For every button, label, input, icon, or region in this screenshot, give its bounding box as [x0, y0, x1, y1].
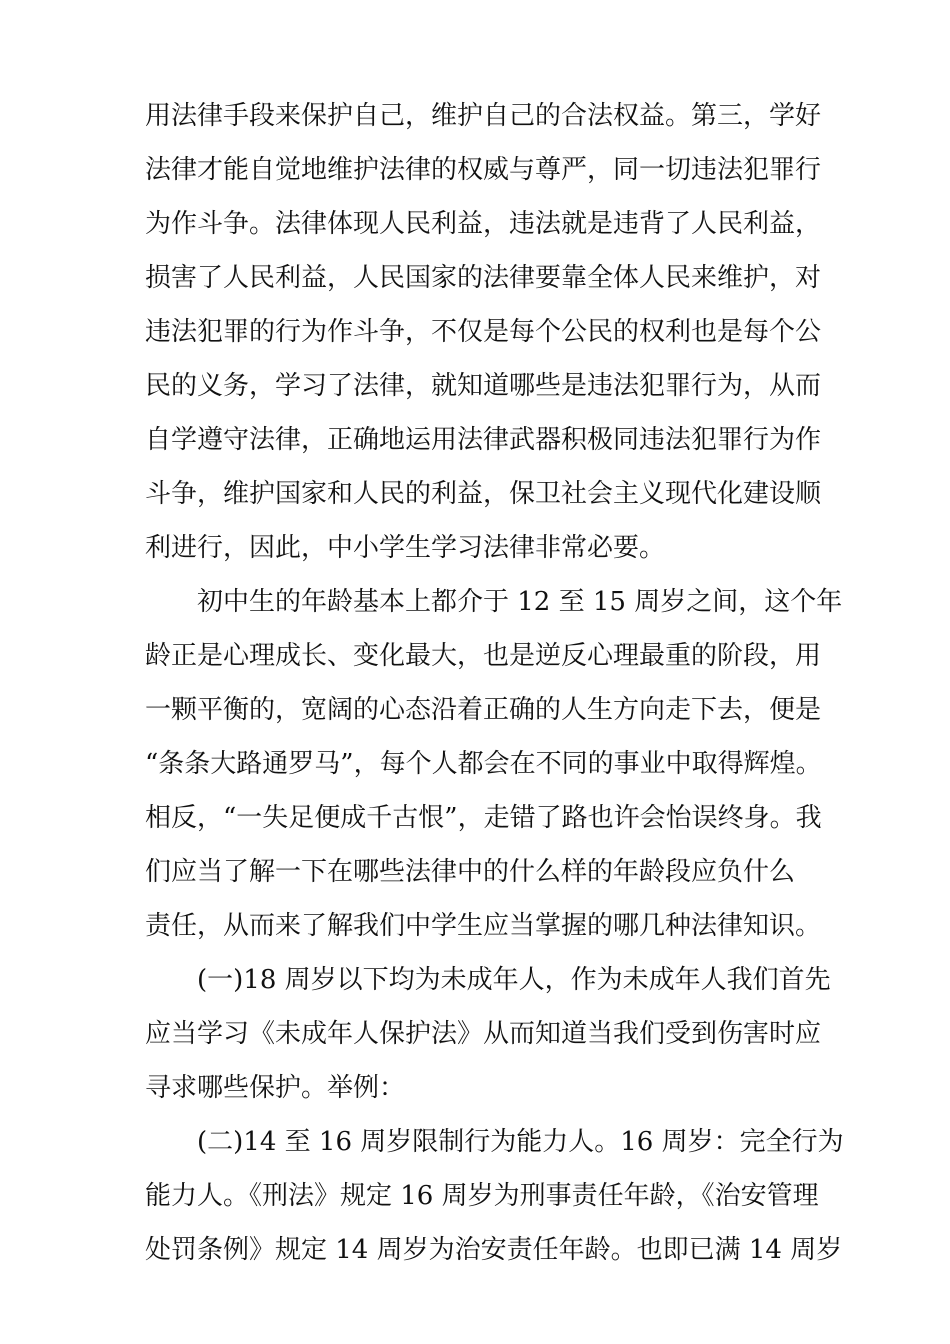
text-line: 责任，从而来了解我们中学生应当掌握的哪几种法律知识。	[145, 911, 822, 941]
text-line: 违法犯罪的行为作斗争，不仅是每个公民的权利也是每个公	[145, 317, 822, 347]
text-line: 利进行，因此，中小学生学习法律非常必要。	[145, 533, 666, 563]
text-line: 一颗平衡的，宽阔的心态沿着正确的人生方向走下去，便是	[145, 695, 822, 725]
text-line: (一)18 周岁以下均为未成年人，作为未成年人我们首先	[197, 965, 831, 995]
text-line: “条条大路通罗马”，每个人都会在不同的事业中取得辉煌。	[145, 749, 822, 779]
text-line: 法律才能自觉地维护法律的权威与尊严，同一切违法犯罪行	[145, 155, 822, 185]
text-line: 应当学习《未成年人保护法》从而知道当我们受到伤害时应	[145, 1019, 822, 1049]
text-line: 为作斗争。法律体现人民利益，违法就是违背了人民利益，	[145, 209, 822, 239]
text-line: 民的义务，学习了法律，就知道哪些是违法犯罪行为，从而	[145, 371, 822, 401]
text-line: (二)14 至 16 周岁限制行为能力人。16 周岁：完全行为	[197, 1127, 844, 1157]
text-line: 寻求哪些保护。举例：	[145, 1073, 406, 1103]
text-line: 损害了人民利益，人民国家的法律要靠全体人民来维护，对	[145, 263, 822, 293]
text-line: 初中生的年龄基本上都介于 12 至 15 周岁之间，这个年	[197, 587, 843, 617]
text-line: 自学遵守法律，正确地运用法律武器积极同违法犯罪行为作	[145, 425, 822, 455]
text-line: 用法律手段来保护自己，维护自己的合法权益。第三，学好	[145, 101, 822, 131]
text-line: 相反，“一失足便成千古恨”，走错了路也许会怡误终身。我	[145, 803, 822, 833]
text-line: 处罚条例》规定 14 周岁为治安责任年龄。也即已满 14 周岁	[145, 1235, 843, 1265]
text-line: 们应当了解一下在哪些法律中的什么样的年龄段应负什么	[145, 857, 796, 887]
text-line: 斗争，维护国家和人民的利益，保卫社会主义现代化建设顺	[145, 479, 822, 509]
text-line: 能力人。《刑法》规定 16 周岁为刑事责任年龄，《治安管理	[145, 1181, 819, 1211]
text-line: 龄正是心理成长、变化最大，也是逆反心理最重的阶段，用	[145, 641, 822, 671]
